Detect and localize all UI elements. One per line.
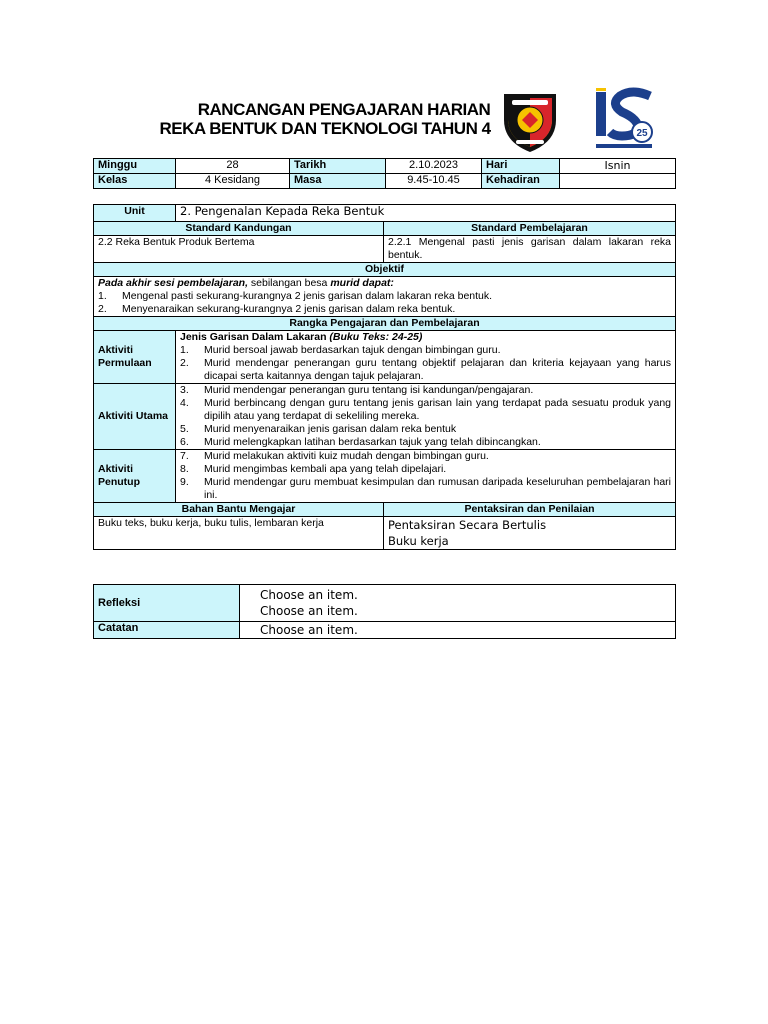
refleksi-dropdown-1[interactable]: Choose an item. — [260, 588, 358, 602]
aktiviti-permulaan-content[interactable] — [176, 331, 676, 384]
tarikh-label: Tarikh — [290, 159, 386, 174]
objektif-intro-italic: Pada akhir sesi pembelajaran, — [98, 277, 248, 289]
catatan-dropdown[interactable]: Choose an item. — [240, 622, 676, 639]
standard-kandungan-value[interactable]: 2.2 Reka Bentuk Produk Bertema — [94, 236, 384, 263]
standard-pembelajaran-value[interactable]: 2.2.1 Mengenal pasti jenis garisan dalam lakaran reka bentuk. — [384, 236, 676, 263]
title-line-2: REKA BENTUK DAN TEKNOLOGI TAHUN 4 — [159, 119, 491, 138]
pentaksiran-line-1: Pentaksiran Secara Bertulis — [388, 518, 547, 532]
rangka-header: Rangka Pengajaran dan Pembelajaran — [94, 317, 676, 331]
objektif-intro — [98, 277, 671, 290]
list-item: 7. Murid melakukan aktiviti kuiz mudah dengan bimbingan guru. — [180, 450, 489, 462]
list-item: 4. Murid berbincang dengan guru tentang jenis garisan lain yang terdapat pada sesuatu produk yang dipilih atau yang terdapat di sekeliling mereka. — [180, 397, 672, 422]
kehadiran-label: Kehadiran — [482, 174, 560, 189]
kelas-value[interactable]: 4 Kesidang — [176, 174, 290, 189]
masa-label: Masa — [290, 174, 386, 189]
kehadiran-value[interactable] — [560, 174, 676, 189]
tarikh-value[interactable]: 2.10.2023 — [386, 159, 482, 174]
standard-kandungan-header: Standard Kandungan — [94, 222, 384, 236]
list-item: 2. Murid mendengar penerangan guru tentang objektif pelajaran dan kriteria kejayaan yang harus dicapai serta kaitannya dengan tajuk pelajaran. — [180, 357, 672, 382]
objektif-header: Objektif — [94, 263, 676, 277]
aktiviti-penutup-content[interactable] — [176, 450, 676, 503]
list-item: 2. Menyenaraikan sekurang-kurangnya 2 jenis garisan dalam reka bentuk. — [98, 303, 456, 315]
hari-label: Hari — [482, 159, 560, 174]
is25-logo — [592, 86, 656, 152]
unit-value[interactable]: 2. Pengenalan Kepada Reka Bentuk — [176, 205, 676, 222]
pentaksiran-value[interactable] — [384, 517, 676, 550]
list-item: 3. Murid mendengar penerangan guru tentang isi kandungan/pengajaran. — [180, 384, 534, 396]
svg-text:25: 25 — [636, 128, 648, 139]
aktiviti-permulaan-label: Aktiviti Permulaan — [94, 331, 176, 384]
kelas-label: Kelas — [94, 174, 176, 189]
aktiviti-penutup-label: Aktiviti Penutup — [94, 450, 176, 503]
minggu-value[interactable]: 28 — [176, 159, 290, 174]
aktiviti-utama-content[interactable] — [176, 384, 676, 450]
aktiviti-utama-label: Aktiviti Utama — [94, 384, 176, 450]
objektif-intro-mid: sebilangan besa — [248, 277, 331, 289]
standard-pembelajaran-header: Standard Pembelajaran — [384, 222, 676, 236]
info-table — [93, 158, 676, 189]
bahan-value[interactable]: Buku teks, buku kerja, buku tulis, lembaran kerja — [94, 517, 384, 550]
topic-heading: Jenis Garisan Dalam Lakaran (Buku Teks: 24-25) — [180, 331, 423, 343]
title-line-1: RANCANGAN PENGAJARAN HARIAN — [197, 100, 491, 119]
refleksi-value[interactable] — [240, 585, 676, 622]
objektif-content[interactable] — [94, 277, 676, 317]
list-item: 1. Mengenal pasti sekurang-kurangnya 2 jenis garisan dalam lakaran reka bentuk. — [98, 290, 493, 302]
refleksi-label: Refleksi — [94, 585, 240, 622]
unit-label: Unit — [94, 205, 176, 222]
bahan-header: Bahan Bantu Mengajar — [94, 503, 384, 517]
penutup-list — [180, 450, 671, 502]
permulaan-list — [180, 344, 671, 383]
refleksi-table — [93, 584, 676, 639]
objektif-intro-italic2: murid dapat: — [330, 277, 394, 289]
pentaksiran-header: Pentaksiran dan Penilaian — [384, 503, 676, 517]
list-item: 6. Murid melengkapkan latihan berdasarkan tajuk yang telah dibincangkan. — [180, 436, 541, 448]
list-item: 8. Murid mengimbas kembali apa yang telah dipelajari. — [180, 463, 447, 475]
pentaksiran-line-2: Buku kerja — [388, 534, 449, 548]
minggu-label: Minggu — [94, 159, 176, 174]
utama-list — [180, 384, 671, 449]
objektif-list — [98, 290, 671, 316]
masa-value[interactable]: 9.45-10.45 — [386, 174, 482, 189]
school-crest-logo — [500, 90, 560, 154]
lesson-plan-table — [93, 204, 676, 550]
list-item: 1. Murid bersoal jawab berdasarkan tajuk dengan bimbingan guru. — [180, 344, 501, 356]
refleksi-dropdown-2[interactable]: Choose an item. — [260, 604, 358, 618]
hari-value[interactable]: Isnin — [560, 159, 676, 174]
list-item: 9. Murid mendengar guru membuat kesimpulan dan rumusan daripada keseluruhan pembelajaran hari ini. — [180, 476, 672, 501]
catatan-label: Catatan — [94, 622, 240, 639]
list-item: 5. Murid menyenaraikan jenis garisan dalam reka bentuk — [180, 423, 457, 435]
